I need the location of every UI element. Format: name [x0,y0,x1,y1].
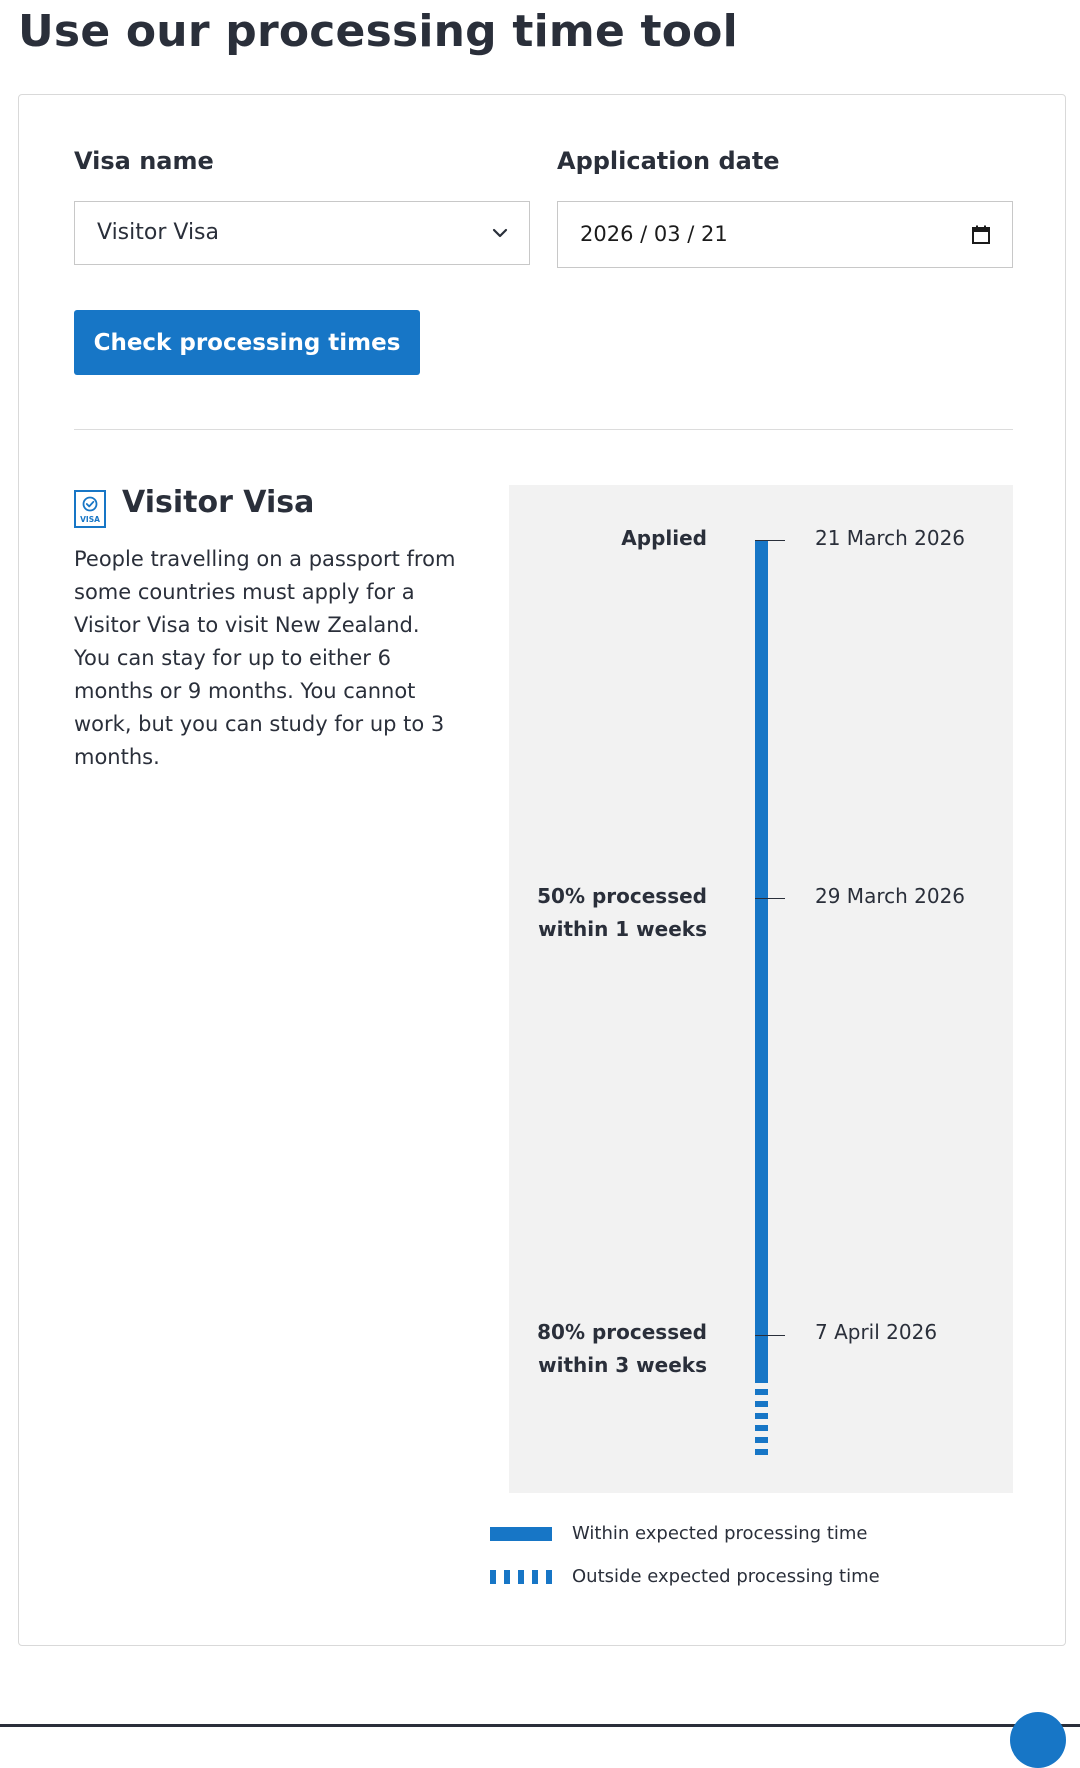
milestone-label-line: within 3 weeks [538,1353,707,1377]
visa-document-icon [74,490,106,528]
legend-outside-text: Outside expected processing time [572,1566,880,1587]
legend-outside-swatch [490,1570,552,1584]
timeline-bar-outside-segment [755,1425,768,1431]
visa-name-label: Visa name [74,147,214,175]
legend-within-text: Within expected processing time [572,1523,868,1544]
milestone-label-line: Applied [621,526,707,550]
visa-result-description: People travelling on a passport from some countries must apply for a Visitor Visa to visit New Zealand. You can stay for up to either 6 months or 9 months. You cannot work, but you can study for up to 3 months. [74,547,456,769]
visa-result-title: Visitor Visa [122,485,315,520]
page-title: Use our processing time tool [18,6,738,57]
timeline-milestone-label [621,522,707,555]
timeline-bar-outside-segment [755,1389,768,1395]
timeline-bar-outside-segment [755,1437,768,1443]
visa-name-selected-value: Visitor Visa [97,220,219,245]
processing-tool-card [18,94,1066,1646]
timeline-bar-outside-segment [755,1413,768,1419]
timeline-milestone-label [537,1316,707,1382]
timeline-milestone-date: 29 March 2026 [815,884,966,908]
visa-icon-text: VISA [80,515,100,524]
section-divider [74,429,1013,430]
visa-name-select[interactable] [74,201,530,265]
timeline-milestone-label [537,880,707,946]
timeline-bar-outside-segment [755,1449,768,1455]
legend-within-swatch [490,1527,552,1541]
check-processing-times-button[interactable]: Check processing times [74,310,420,375]
application-date-input[interactable] [557,201,1013,268]
timeline-tick [755,1335,785,1336]
application-date-label: Application date [557,147,780,175]
timeline-bar-within [755,540,768,1383]
timeline-milestone-date: 7 April 2026 [815,1320,938,1344]
milestone-label-line: within 1 weeks [538,917,707,941]
floating-action-button[interactable] [1010,1712,1066,1768]
timeline-tick [755,898,785,899]
timeline-tick [755,540,785,541]
application-date-value: 2026 / 03 / 21 [580,222,728,246]
calendar-icon[interactable] [970,224,992,246]
timeline-milestone-date: 21 March 2026 [815,526,966,550]
milestone-label-line: 50% processed [537,884,707,908]
processing-timeline [509,485,1013,1493]
timeline-bar-outside-segment [755,1401,768,1407]
milestone-label-line: 80% processed [537,1320,707,1344]
chevron-down-icon [491,224,509,242]
